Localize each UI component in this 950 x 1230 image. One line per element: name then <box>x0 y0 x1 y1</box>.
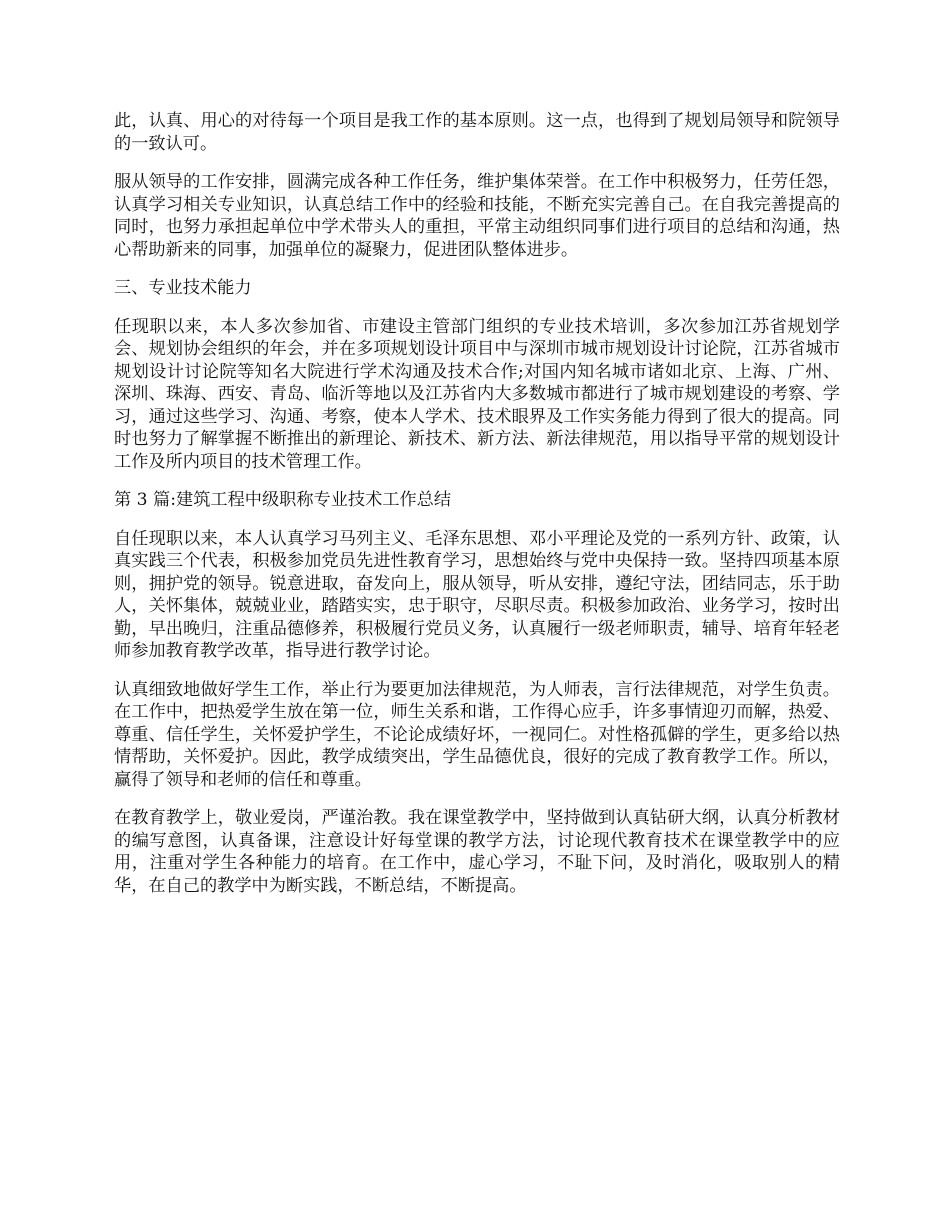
paragraph-2: 服从领导的工作安排，圆满完成各种工作任务，维护集体荣誉。在工作中积极努力，任劳任怨，认真学习相关专业知识，认真总结工作中的经验和技能，不断充实完善自己。在自我完善提高的同时，也努力承担起单位中学术带头人的重担，平常主动组织同事们进行项目的总结和沟通，热心帮助新来的同事，加强单位的凝聚力，促进团队整体进步。 <box>114 172 840 260</box>
paragraph-7: 认真细致地做好学生工作，举止行为要更加法律规范，为人师表，言行法律规范，对学生负责。在工作中，把热爱学生放在第一位，师生关系和谐，工作得心应手，许多事情迎刃而解，热爱、尊重、信任学生，关怀爱护学生，不论论成绩好坏，一视同仁。对性格孤僻的学生，更多给以热情帮助，关怀爱护。因此，教学成绩突出，学生品德优良，很好的完成了教育教学工作。所以，赢得了领导和老师的信任和尊重。 <box>114 679 840 790</box>
article-title-3: 第 3 篇:建筑工程中级职称专业技术工作总结 <box>114 490 452 510</box>
section-heading-3: 三、专业技术能力 <box>114 278 252 298</box>
document-body <box>114 110 840 913</box>
paragraph-6: 自任现职以来，本人认真学习马列主义、毛泽东思想、邓小平理论及党的一系列方针、政策，认真实践三个代表，积极参加党员先进性教育学习，思想始终与党中央保持一致。坚持四项基本原则，拥护党的领导。锐意进取，奋发向上，服从领导，听从安排，遵纪守法，团结同志，乐于助人，关怀集体，兢兢业业，踏踏实实，忠于职守，尽职尽责。积极参加政治、业务学习，按时出勤，早出晚归，注重品德修养，积极履行党员义务，认真履行一级老师职责，辅导、培育年轻老师参加教育教学改革，指导进行教学讨论。 <box>114 528 840 661</box>
paragraph-8: 在教育教学上，敬业爱岗，严谨治教。我在课堂教学中，坚持做到认真钻研大纲，认真分析教材的编写意图，认真备课，注意设计好每堂课的教学方法，讨论现代教育技术在课堂教学中的应用，注重对学生各种能力的培育。在工作中，虚心学习，不耻下问，及时消化，吸取别人的精华，在自己的教学中为断实践，不断总结，不断提高。 <box>114 808 840 896</box>
paragraph-4: 任现职以来，本人多次参加省、市建设主管部门组织的专业技术培训，多次参加江苏省规划学会、规划协会组织的年会，并在多项规划设计项目中与深圳市城市规划设计讨论院，江苏省城市规划设计讨论院等知名大院进行学术沟通及技术合作;对国内知名城市诸如北京、上海、广州、深圳、珠海、西安、青岛、临沂等地以及江苏省内大多数城市都进行了城市规划建设的考察、学习，通过这些学习、沟通、考察，使本人学术、技术眼界及工作实务能力得到了很大的提高。同时也努力了解掌握不断推出的新理论、新技术、新方法、新法律规范，用以指导平常的规划设计工作及所内项目的技术管理工作。 <box>114 316 840 472</box>
paragraph-1: 此，认真、用心的对待每一个项目是我工作的基本原则。这一点，也得到了规划局领导和院领导的一致认可。 <box>114 111 840 154</box>
